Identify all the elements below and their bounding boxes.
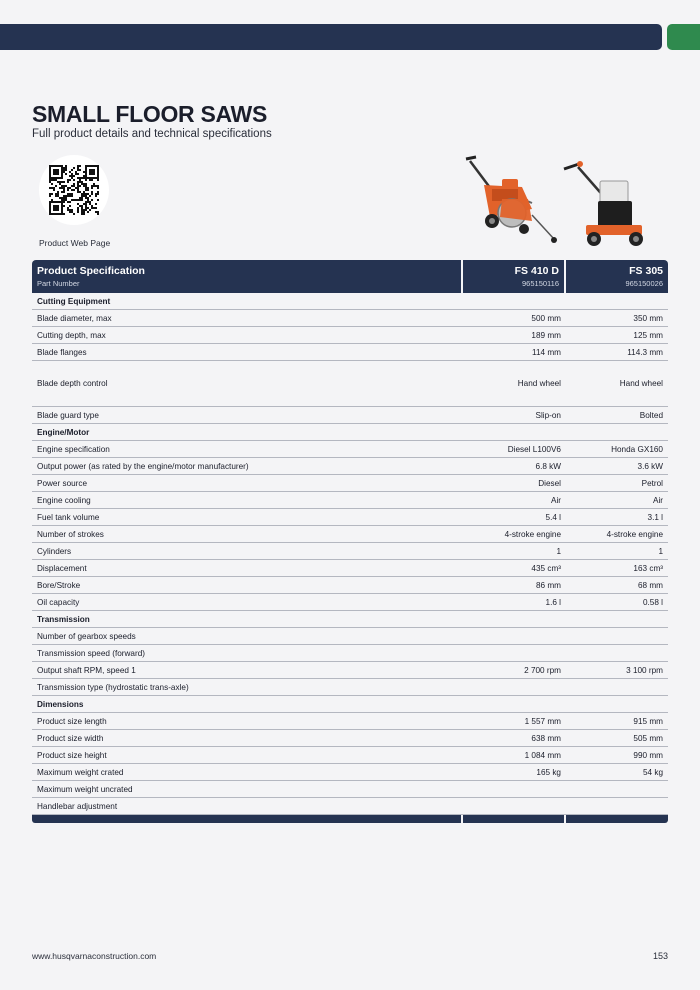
spec-row [32,798,668,815]
fs410d-spec-value: 5.4 l [463,509,566,526]
spec-label: Oil capacity [32,594,463,611]
fs305-spec-value: 3 100 rpm [566,662,668,679]
fs410d-spec-value [463,424,566,441]
fs410d-spec-value: 1 557 mm [463,713,566,730]
fs410d-spec-value: 1 [463,543,566,560]
fs410d-spec-value [463,645,566,662]
fs305-spec-value: Hand wheel [566,361,668,407]
spec-label: Product size length [32,713,463,730]
spec-row [32,407,668,424]
fs410d-spec-value: 165 kg [463,764,566,781]
spec-row [32,679,668,696]
fs305-spec-value: Honda GX160 [566,441,668,458]
spec-row [32,764,668,781]
fs305-spec-value [566,645,668,662]
fs410d-spec-value: 4-stroke engine [463,526,566,543]
spec-label: Cylinders [32,543,463,560]
fs305-spec-value [566,696,668,713]
fs305-spec-value [566,628,668,645]
page-title: SMALL FLOOR SAWS [32,101,267,127]
spec-section-title: Dimensions [32,696,463,713]
spec-section-row [32,424,668,441]
fs410d-spec-value [463,798,566,815]
fs305-spec-value: 125 mm [566,327,668,344]
spec-section-row [32,293,668,310]
fs305-spec-value [566,293,668,310]
spec-label: Output shaft RPM, speed 1 [32,662,463,679]
fs410d-spec-value: 638 mm [463,730,566,747]
spec-row [32,781,668,798]
spec-section-row [32,696,668,713]
fs305-product-image [560,155,656,249]
fs410d-spec-value: 114 mm [463,344,566,361]
spec-label: Transmission type (hydrostatic trans-axle) [32,679,463,696]
spec-label: Blade depth control [32,361,463,407]
spec-row [32,662,668,679]
fs305-spec-value: 114.3 mm [566,344,668,361]
fs410d-spec-value: 86 mm [463,577,566,594]
spec-row [32,645,668,662]
spec-label: Product size height [32,747,463,764]
fs305-spec-value [566,679,668,696]
spec-table-header [32,260,668,293]
fs305-spec-value: 163 cm³ [566,560,668,577]
spec-label: Maximum weight uncrated [32,781,463,798]
spec-label: Fuel tank volume [32,509,463,526]
fs305-spec-value: 3.6 kW [566,458,668,475]
spec-label: Product size width [32,730,463,747]
fs305-spec-value: 990 mm [566,747,668,764]
fs305-spec-value: 4-stroke engine [566,526,668,543]
fs410d-product-image [462,155,568,247]
fs410d-spec-value: 2 700 rpm [463,662,566,679]
fs410d-spec-value [463,628,566,645]
fs410d-spec-value: 189 mm [463,327,566,344]
fs410d-spec-value: Air [463,492,566,509]
spec-row [32,492,668,509]
fs305-spec-value [566,611,668,628]
qr-caption: Product Web Page [39,238,111,248]
spec-section-title: Engine/Motor [32,424,463,441]
spec-header-title: Product Specification [37,264,145,277]
fs410d-spec-value: Slip-on [463,407,566,424]
fs305-spec-value: Bolted [566,407,668,424]
spec-label: Cutting depth, max [32,327,463,344]
spec-row [32,509,668,526]
fs410d-spec-value: Hand wheel [463,361,566,407]
fs410d-spec-value [463,781,566,798]
fs305-spec-value [566,781,668,798]
fs305-column-header [566,260,668,293]
fs410d-spec-value: 6.8 kW [463,458,566,475]
top-banner-tab [667,24,700,50]
fs305-spec-value [566,798,668,815]
spec-label: Blade flanges [32,344,463,361]
spec-row [32,526,668,543]
spec-label: Engine cooling [32,492,463,509]
spec-section-title: Cutting Equipment [32,293,463,310]
spec-label: Blade guard type [32,407,463,424]
spec-section-row [32,611,668,628]
fs305-spec-value: 350 mm [566,310,668,327]
fs305-spec-value: Air [566,492,668,509]
spec-row [32,361,668,407]
fs410d-column-header [463,260,566,293]
spec-row [32,458,668,475]
fs305-part-number: 965150026 [625,278,663,288]
fs410d-spec-value [463,293,566,310]
spec-row [32,747,668,764]
fs305-spec-value: 68 mm [566,577,668,594]
qr-code-icon[interactable] [38,154,110,226]
fs410d-spec-value: 500 mm [463,310,566,327]
spec-row [32,475,668,492]
fs305-spec-value: Petrol [566,475,668,492]
spec-label: Power source [32,475,463,492]
spec-label: Output power (as rated by the engine/motor manufacturer) [32,458,463,475]
fs410d-spec-value [463,679,566,696]
spec-row [32,628,668,645]
spec-label: Bore/Stroke [32,577,463,594]
spec-label: Number of strokes [32,526,463,543]
fs305-spec-value: 54 kg [566,764,668,781]
spec-header-subtitle: Part Number [37,278,80,288]
fs410d-part-number: 965150116 [522,278,559,288]
spec-row [32,310,668,327]
spec-label: Transmission speed (forward) [32,645,463,662]
spec-label: Maximum weight crated [32,764,463,781]
spec-label: Number of gearbox speeds [32,628,463,645]
fs410d-model-name: FS 410 D [514,264,559,277]
top-banner [0,24,662,50]
fs410d-spec-value [463,611,566,628]
spec-label: Blade diameter, max [32,310,463,327]
fs305-spec-value: 505 mm [566,730,668,747]
spec-row [32,713,668,730]
spec-label: Displacement [32,560,463,577]
spec-table [32,260,668,823]
fs410d-spec-value [463,696,566,713]
spec-row [32,577,668,594]
fs410d-spec-value: 1.6 l [463,594,566,611]
footer-website-link[interactable]: www.husqvarnaconstruction.com [32,951,157,961]
fs305-spec-value: 0.58 l [566,594,668,611]
spec-header-label-cell [32,260,463,293]
fs305-spec-value: 3.1 l [566,509,668,526]
spec-row [32,543,668,560]
fs305-spec-value: 915 mm [566,713,668,730]
fs305-spec-value: 1 [566,543,668,560]
spec-row [32,730,668,747]
spec-label: Engine specification [32,441,463,458]
spec-row [32,327,668,344]
spec-table-footer [32,815,668,823]
spec-row [32,344,668,361]
spec-row [32,594,668,611]
fs305-model-name: FS 305 [629,264,663,277]
spec-row [32,560,668,577]
page-subtitle: Full product details and technical specifications [32,128,272,140]
fs305-spec-value [566,424,668,441]
spec-row [32,441,668,458]
page-number: 153 [652,951,668,961]
spec-section-title: Transmission [32,611,463,628]
spec-label: Handlebar adjustment [32,798,463,815]
fs410d-spec-value: Diesel [463,475,566,492]
fs410d-spec-value: 1 084 mm [463,747,566,764]
fs410d-spec-value: 435 cm³ [463,560,566,577]
fs410d-spec-value: Diesel L100V6 [463,441,566,458]
